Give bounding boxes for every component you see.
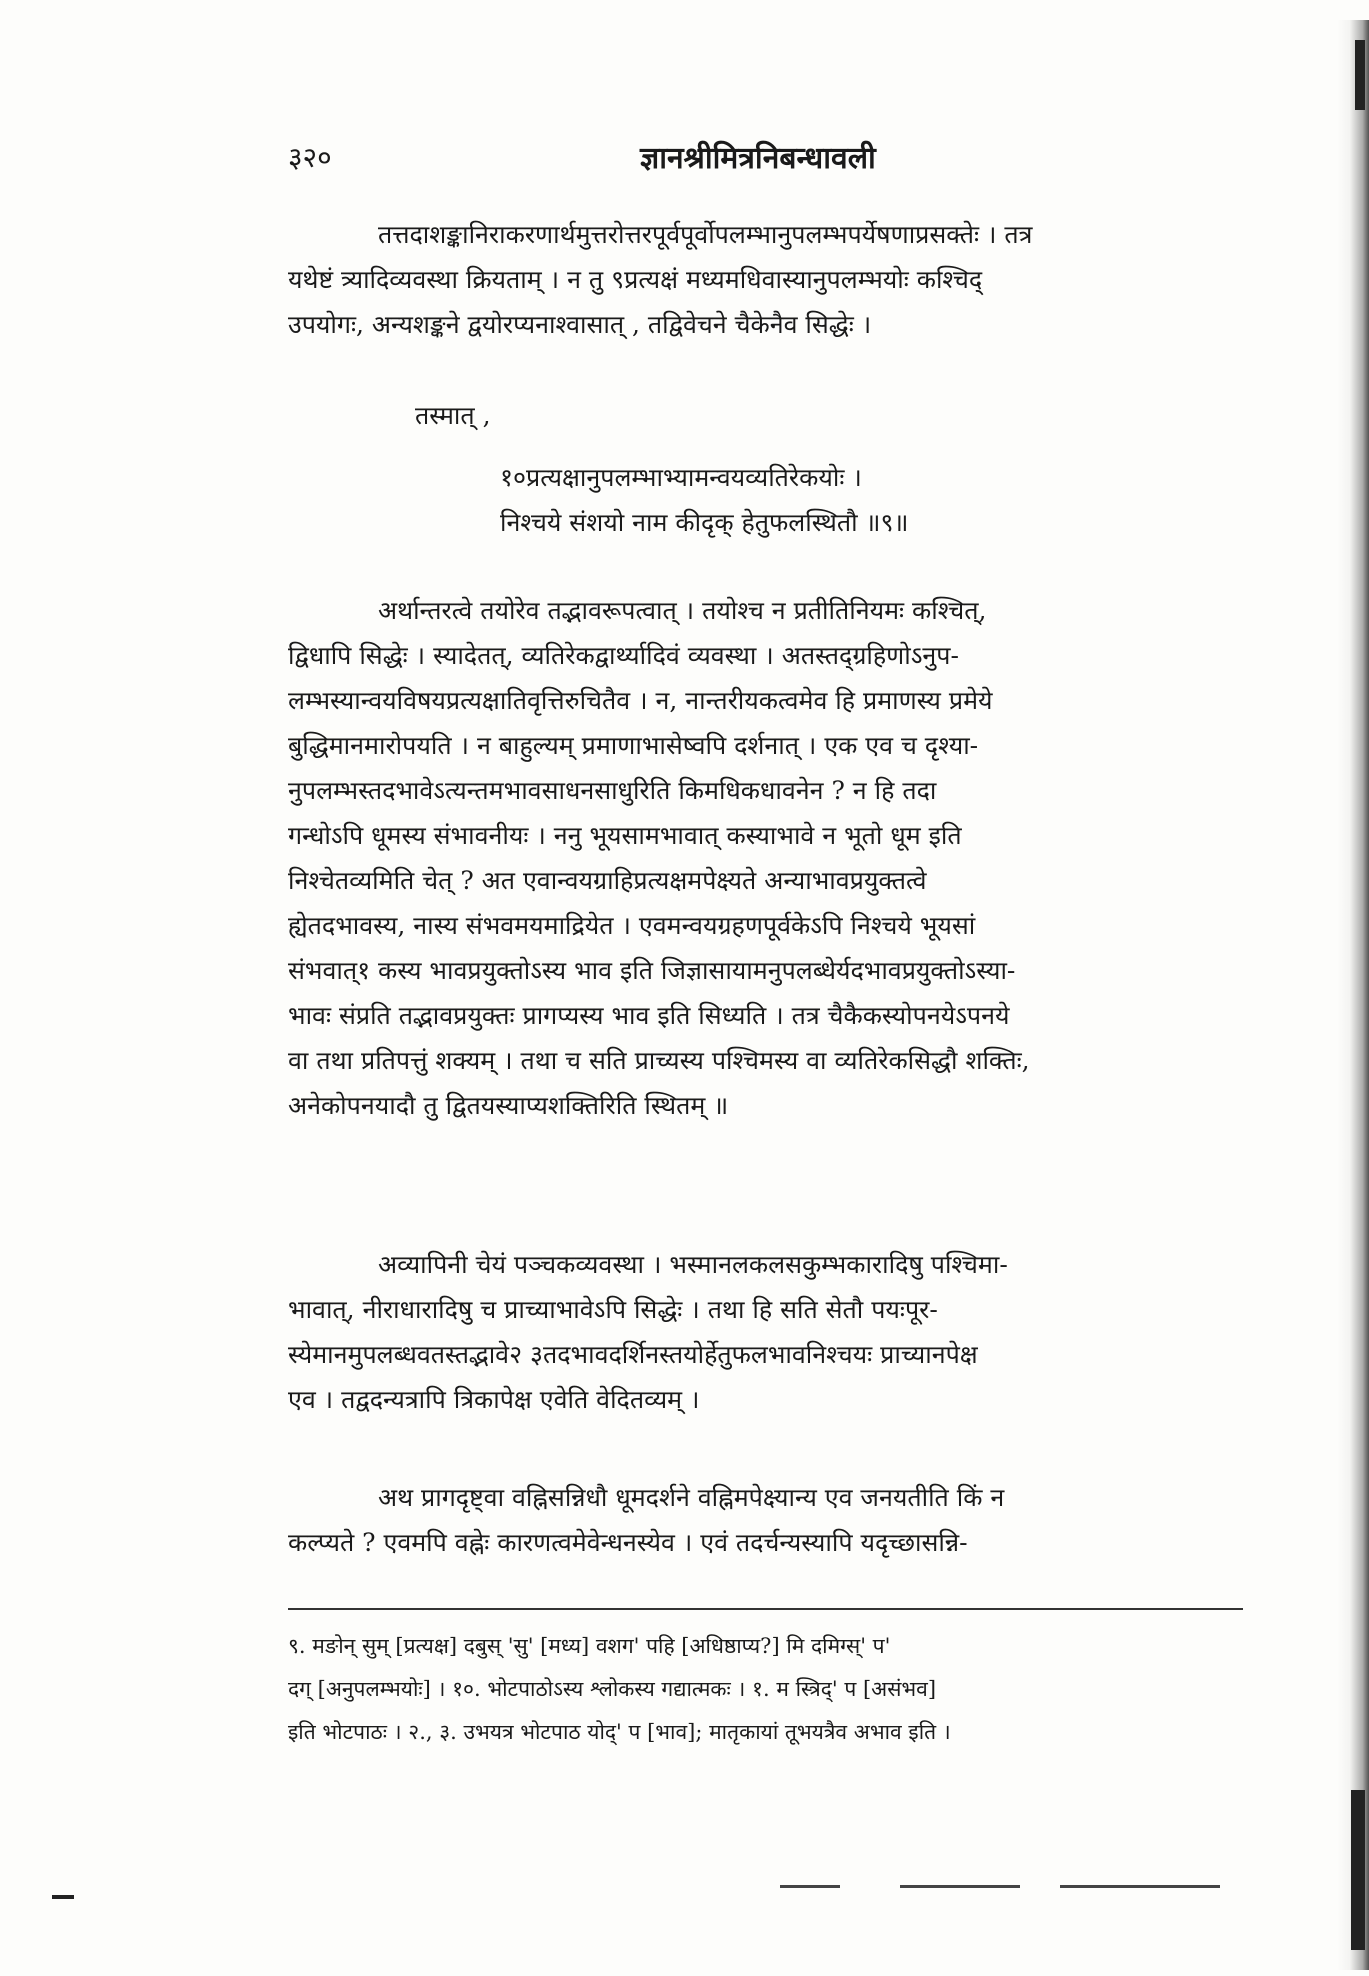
text-line: द्विधापि सिद्धेः । स्यादेतत्, व्यतिरेकद्वार्थ्यादिवं व्यवस्था । अतस्तद्ग्रहिणोऽनुप-: [288, 641, 959, 670]
verse-block: [500, 455, 909, 545]
text-line: कल्प्यते ? एवमपि वह्नेः कारणत्वमेवेन्धनस्येव । एवं तदर्चन्यस्यापि यदृच्छासन्नि-: [288, 1528, 968, 1557]
text-line: निश्चेतव्यमिति चेत् ? अत एवान्वयग्राहिप्रत्यक्षमपेक्ष्यते अन्याभावप्रयुक्तत्वे: [288, 866, 927, 895]
text-line: यथेष्टं त्र्यादिव्यवस्था क्रियताम् । न तु ९प्रत्यक्षं मध्यमधिवास्यानुपलम्भयोः कश्चिद्: [288, 265, 983, 294]
binding-mark: [1355, 40, 1365, 110]
footnote-line: इति भोटपाठः । २., ३. उभयत्र भोटपाठ योद्' प [भाव]; मातृकायां तूभयत्रैव अभाव इति ।: [288, 1720, 951, 1744]
text-line: गन्धोऽपि धूमस्य संभावनीयः । ननु भूयसामभावात् कस्याभावे न भूतो धूम इति: [288, 821, 962, 850]
footnotes: [288, 1625, 1243, 1754]
scan-artifact: [900, 1885, 1020, 1888]
text-line: उपयोगः, अन्यशङ्कने द्वयोरप्यनाश्वासात् , तद्विवेचने चैकेनैव सिद्धेः ।: [288, 310, 872, 339]
text-line: अनेकोपनयादौ तु द्वितयस्याप्यशक्तिरिति स्थितम् ॥: [288, 1091, 729, 1120]
text-line: अथ प्रागदृष्ट्वा वह्निसन्निधौ धूमदर्शने वह्निमपेक्ष्यान्य एव जनयतीति किं न: [378, 1483, 1005, 1512]
transition-word: तस्मात् ,: [415, 401, 491, 430]
text-line: बुद्धिमानमारोपयति । न बाहुल्यम् प्रमाणाभासेष्वपि दर्शनात् । एक एव च दृश्या-: [288, 731, 979, 760]
text-line: नुपलम्भस्तदभावेऽत्यन्तमभावसाधनसाधुरिति किमधिकधावनेन ? न हि तदा: [288, 776, 937, 805]
binding-mark: [1351, 1790, 1365, 1950]
text-line: ह्येतदभावस्य, नास्य संभवमयमाद्रियेत । एवमन्वयग्रहणपूर्वकेऽपि निश्चये भूयसां: [288, 911, 976, 940]
text-line: भावात्, नीराधारादिषु च प्राच्याभावेऽपि सिद्धेः । तथा हि सति सेतौ पयःपूर-: [288, 1295, 938, 1324]
text-line: वा तथा प्रतिपत्तुं शक्यम् । तथा च सति प्राच्यस्य पश्चिमस्य वा व्यतिरेकसिद्धौ शक्तिः,: [288, 1046, 1030, 1075]
paragraph-1: [288, 212, 1243, 347]
verse-line: निश्चये संशयो नाम कीदृक् हेतुफलस्थितौ ॥९॥: [500, 508, 909, 537]
verse-line: १०प्रत्यक्षानुपलम्भाभ्यामन्वयव्यतिरेकयोः ।: [500, 463, 862, 492]
text-line: अव्यापिनी चेयं पञ्चकव्यवस्था । भस्मानलकलसकुम्भकारादिषु पश्चिमा-: [378, 1250, 1008, 1279]
paragraph-3: [288, 1242, 1243, 1422]
text-line: तत्तदाशङ्कानिराकरणार्थमुत्तरोत्तरपूर्वपूर्वोपलम्भानुपलम्भपर्येषणाप्रसक्तेः । तत्र: [378, 220, 1033, 249]
text-line: संभवात्१ कस्य भावप्रयुक्तोऽस्य भाव इति जिज्ञासायामनुपलब्धेर्यदभावप्रयुक्तोऽस्या-: [288, 956, 1016, 985]
scan-artifact: [1060, 1885, 1220, 1888]
text-line: एव । तद्वदन्यत्रापि त्रिकापेक्ष एवेति वेदितव्यम् ।: [288, 1385, 700, 1414]
text-line: भावः संप्रति तद्भावप्रयुक्तः प्रागप्यस्य भाव इति सिध्यति । तत्र चैकैकस्योपनयेऽपनये: [288, 1001, 1010, 1030]
text-line: अर्थान्तरत्वे तयोरेव तद्भावरूपत्वात् । तयोश्च न प्रतीतिनियमः कश्चित्,: [378, 596, 987, 625]
footnote-rule: [288, 1608, 1243, 1610]
text-line: स्येमानमुपलब्धवतस्तद्भावे२ ३तदभावदर्शिनस्तयोर्हेतुफलभावनिश्चयः प्राच्यानपेक्ष: [288, 1340, 978, 1369]
page-number: ३२०: [288, 141, 332, 174]
text-line: लम्भस्यान्वयविषयप्रत्यक्षातिवृत्तिरुचितैव । न, नान्तरीयकत्वमेव हि प्रमाणस्य प्रमेये: [288, 686, 993, 715]
scan-corner-mark: [52, 1895, 74, 1899]
paragraph-4: [288, 1475, 1243, 1565]
scan-artifact: [780, 1885, 840, 1888]
binding-edge-shadow: [1337, 20, 1369, 1970]
footnote-line: दग् [अनुपलम्भयोः] । १०. भोटपाठोऽस्य श्लोकस्य गद्यात्मकः । १. म स्त्रिद्' प [असंभव]: [288, 1677, 937, 1701]
running-title: ज्ञानश्रीमित्रनिबन्धावली: [640, 141, 876, 176]
paragraph-2: [288, 588, 1243, 1128]
footnote-line: ९. मङोन् सुम् [प्रत्यक्ष] दबुस् 'सु' [मध्य] वशग' पहि [अधिष्ठाप्य?] मि दमिग्स्' प': [288, 1634, 891, 1658]
